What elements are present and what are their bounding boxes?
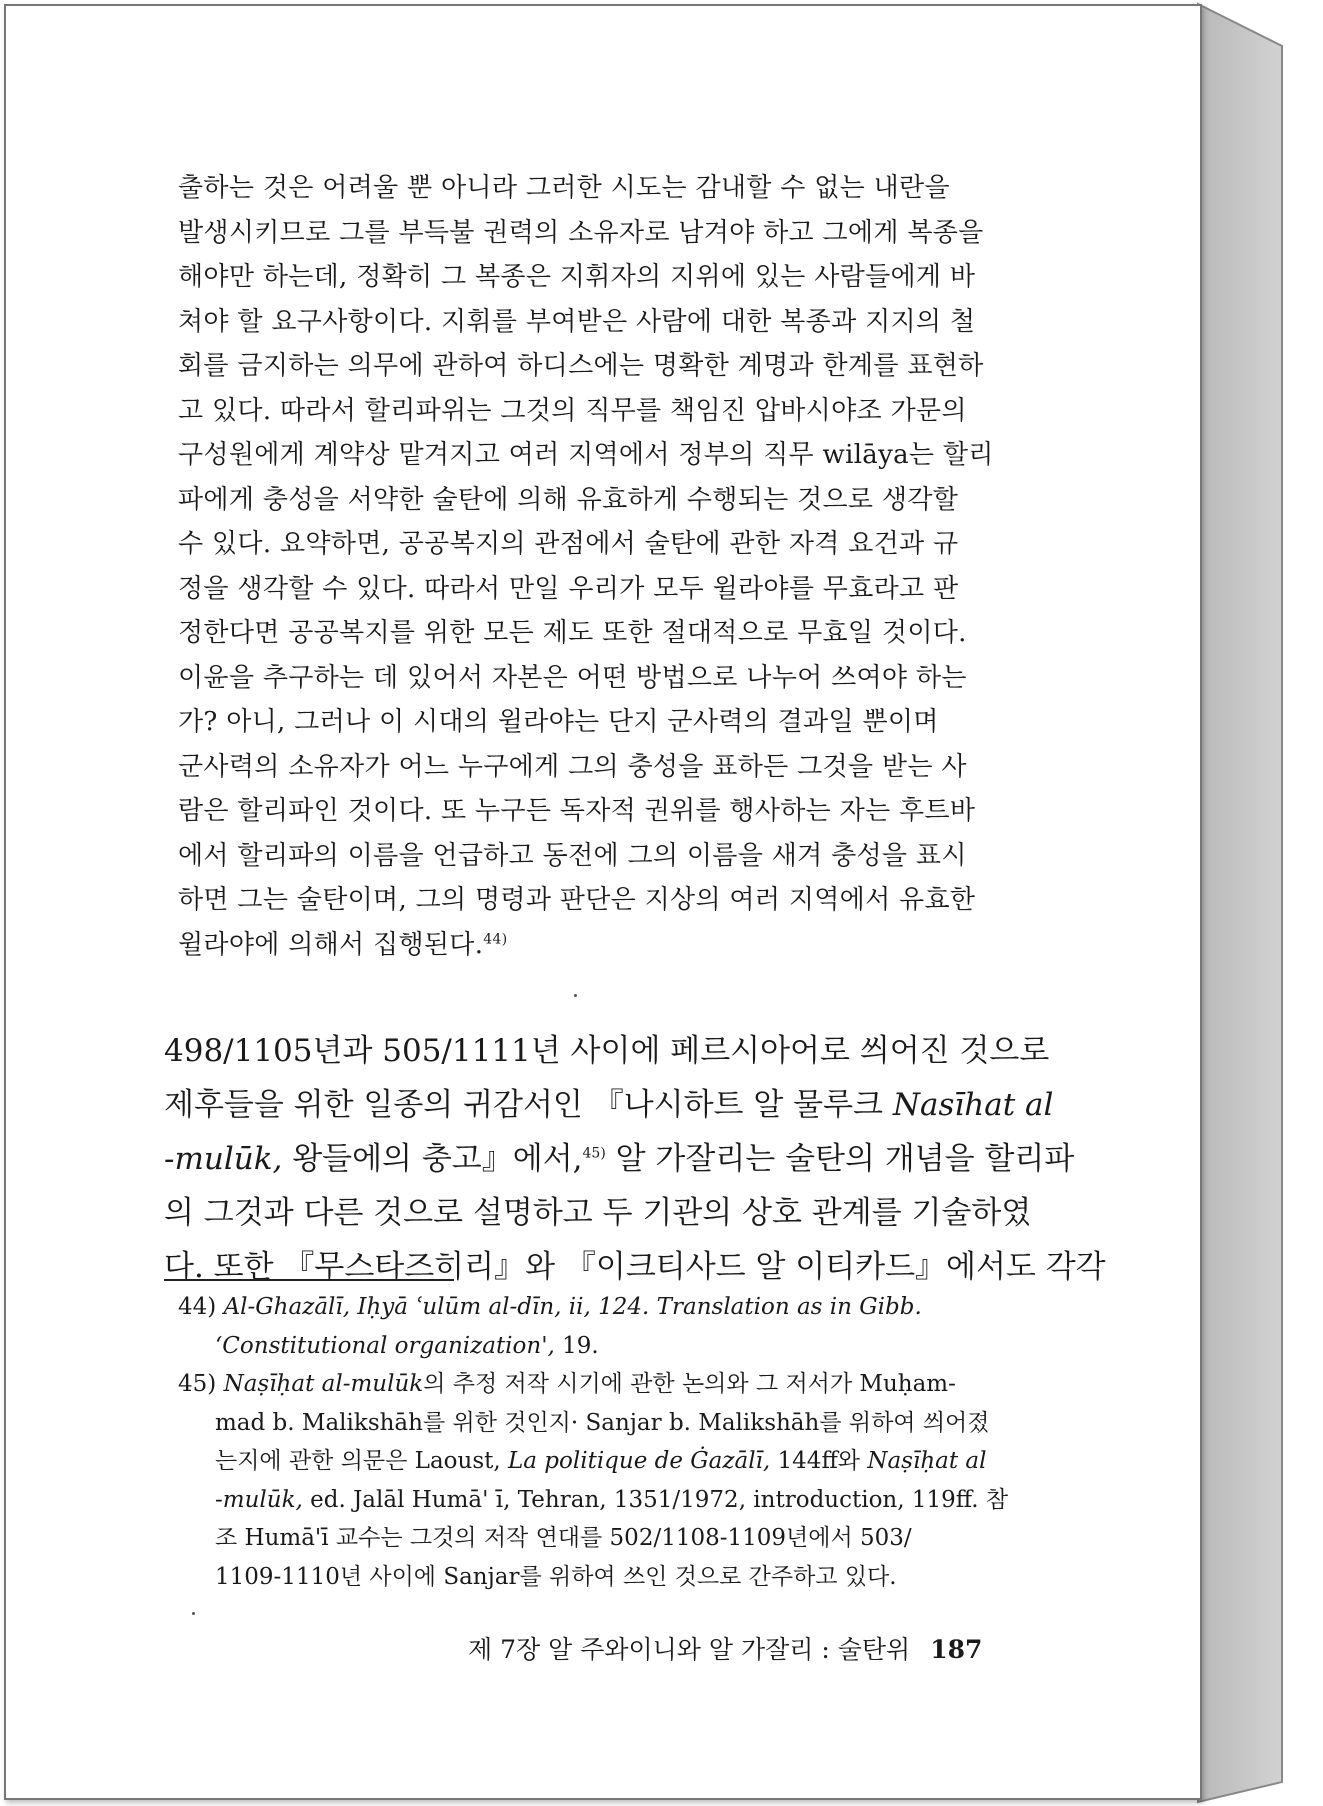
text-line xyxy=(178,166,1018,211)
text-line xyxy=(164,1132,1075,1186)
text-span: 정한다면 공공복지를 위한 모든 제도 또한 절대적으로 무효일 것이다. xyxy=(178,618,967,648)
text-line: 498/1105년과 505/1111년 사이에 페르시아어로 씌어진 것으로 xyxy=(164,1033,1050,1069)
text-span: 144ff와 xyxy=(770,1448,868,1474)
italic-term: Nasīhat al xyxy=(892,1087,1054,1123)
text-line xyxy=(164,1078,1054,1132)
text-line xyxy=(178,834,1018,879)
text-span: 발생시키므로 그를 부득불 권력의 소유자로 남겨야 하고 그에게 복종을 xyxy=(178,217,984,248)
text-span: 구성원에게 계약상 맡겨지고 여러 지역에서 정부의 직무 wilāya는 할리 xyxy=(178,440,994,470)
text-span: 수 있다. 요약하면, 공공복지의 관점에서 술탄에 관한 자격 요건과 규 xyxy=(178,529,959,559)
italic-term: -mulūk, xyxy=(164,1141,283,1177)
text-span: 하면 그는 술탄이며, 그의 명령과 판단은 지상의 여러 지역에서 유효한 xyxy=(178,885,976,915)
text-line xyxy=(178,700,1018,745)
footnote-text-line xyxy=(178,1481,1024,1520)
text-span: 19. xyxy=(554,1332,599,1359)
speck xyxy=(192,1612,195,1615)
footnote-text-line xyxy=(178,1327,1024,1366)
text-line xyxy=(178,745,1018,790)
text-span: 군사력의 소유자가 어느 누구에게 그의 충성을 표하든 그것을 받는 사 xyxy=(178,751,967,782)
footnote-text: Al-Ghazālī, Iḥyā ʿulūm al-dīn, ii, 124. Translation as in Gibb. xyxy=(223,1294,922,1320)
text-line xyxy=(178,878,1018,923)
footnote-ref-45: 45) xyxy=(582,1145,606,1162)
text-span: 쳐야 할 요구사항이다. 지휘를 부여받은 사람에 대한 복종과 지지의 철 xyxy=(178,306,976,337)
footnote-separator xyxy=(164,1279,454,1281)
text-span: 파에게 충성을 서약한 술탄에 의해 유효하게 수행되는 것으로 생각할 xyxy=(178,484,959,515)
text-span: 의 추정 저작 시기에 관한 논의와 그 저서가 Muḥam- xyxy=(423,1371,956,1397)
running-title: 제 7장 알 주와이니와 알 가잘리 : 술탄위 xyxy=(468,1635,911,1664)
text-span: 이윤을 추구하는 데 있어서 자본은 어떤 방법으로 나누어 쓰여야 하는 xyxy=(178,662,967,693)
text-line xyxy=(178,255,1018,300)
text-line xyxy=(178,522,1018,567)
text-line xyxy=(178,478,1018,523)
text-line xyxy=(178,344,1018,389)
text-line xyxy=(178,656,1018,701)
italic-term: ʻConstitutional organization', xyxy=(215,1332,555,1359)
text-line: 의 그것과 다른 것으로 설명하고 두 기관의 상호 관계를 기술하였 xyxy=(164,1195,1032,1231)
text-span: 가? 아니, 그러나 이 시대의 윌라야는 단지 군사력의 결과일 뿐이며 xyxy=(178,707,939,737)
text-span: 에서 할리파의 이름을 언급하고 동전에 그의 이름을 새겨 충성을 표시 xyxy=(178,840,967,871)
footnote-ref-44: 44) xyxy=(483,930,508,947)
text-line: 다. 또한 『무스타즈히리』와 『이크티사드 알 이티카드』에서도 각각 xyxy=(164,1249,1106,1285)
text-span: ed. Jalāl Humā' ī, Tehran, 1351/1972, introduction, 119ff. 참 xyxy=(302,1486,1009,1513)
footnote-44 xyxy=(178,1288,1024,1327)
text-span: 고 있다. 따라서 할리파위는 그것의 직무를 책임진 압바시야조 가문의 xyxy=(178,395,967,426)
text-span: 람은 할리파인 것이다. 또 누구든 독자적 권위를 행사하는 자는 후트바 xyxy=(178,796,976,826)
italic-term: Naṣīḥat al xyxy=(867,1448,987,1474)
italic-term: -mulūk, xyxy=(215,1486,303,1513)
page-number: 187 xyxy=(930,1635,983,1664)
text-span: 출하는 것은 어려울 뿐 아니라 그러한 시도는 감내할 수 없는 내란을 xyxy=(178,173,950,203)
text-span: 알 가잘리는 술탄의 개념을 할리파 xyxy=(605,1141,1075,1177)
text-span: 제후들을 위한 일종의 귀감서인 『나시하트 알 물루크 xyxy=(164,1087,893,1123)
text-line xyxy=(178,211,1018,256)
footnote-text-line: mad b. Malikshāh를 위한 것인지· Sanjar b. Malikshāh를 위하여 씌어졌 xyxy=(215,1409,990,1436)
footnote-text-line: 1109-1110년 사이에 Sanjar를 위하여 쓰인 것으로 간주하고 있다. xyxy=(215,1563,897,1590)
footnote-45 xyxy=(178,1365,1024,1404)
speck xyxy=(574,994,577,997)
text-line xyxy=(178,923,1018,968)
text-span: 왕들에의 충고』에서, xyxy=(282,1141,583,1177)
text-span: 정을 생각할 수 있다. 따라서 만일 우리가 모두 윌라야를 무효라고 판 xyxy=(178,573,959,604)
italic-term: La politique de Ġazālī, xyxy=(508,1448,771,1474)
book-page xyxy=(4,4,1202,1800)
text-line xyxy=(178,789,1018,834)
text-span: 윌라야에 의해서 집행된다. xyxy=(178,929,484,960)
footnote-number: 44) xyxy=(178,1294,217,1320)
body-paragraph-1 xyxy=(178,166,1018,967)
italic-term: Naṣīḥat al-mulūk xyxy=(223,1371,424,1397)
text-line xyxy=(178,300,1018,345)
footnotes xyxy=(178,1288,1024,1596)
text-line xyxy=(178,567,1018,612)
text-span: 는지에 관한 의문은 Laoust, xyxy=(215,1448,508,1474)
text-line xyxy=(178,611,1018,656)
text-span: 회를 금지하는 의무에 관하여 하디스에는 명확한 계명과 한계를 표현하 xyxy=(178,351,984,381)
text-line xyxy=(178,433,1018,478)
footnote-number: 45) xyxy=(178,1371,217,1397)
running-footer xyxy=(468,1630,982,1666)
text-line xyxy=(178,389,1018,434)
body-paragraph-2 xyxy=(164,1024,1106,1294)
footnote-text-line xyxy=(178,1442,1024,1481)
text-span: 해야만 하는데, 정확히 그 복종은 지휘자의 지위에 있는 사람들에게 바 xyxy=(178,262,976,292)
footnote-text-line: 조 Humā'ī 교수는 그것의 저작 연대를 502/1108-1109년에서 503/ xyxy=(215,1525,912,1551)
